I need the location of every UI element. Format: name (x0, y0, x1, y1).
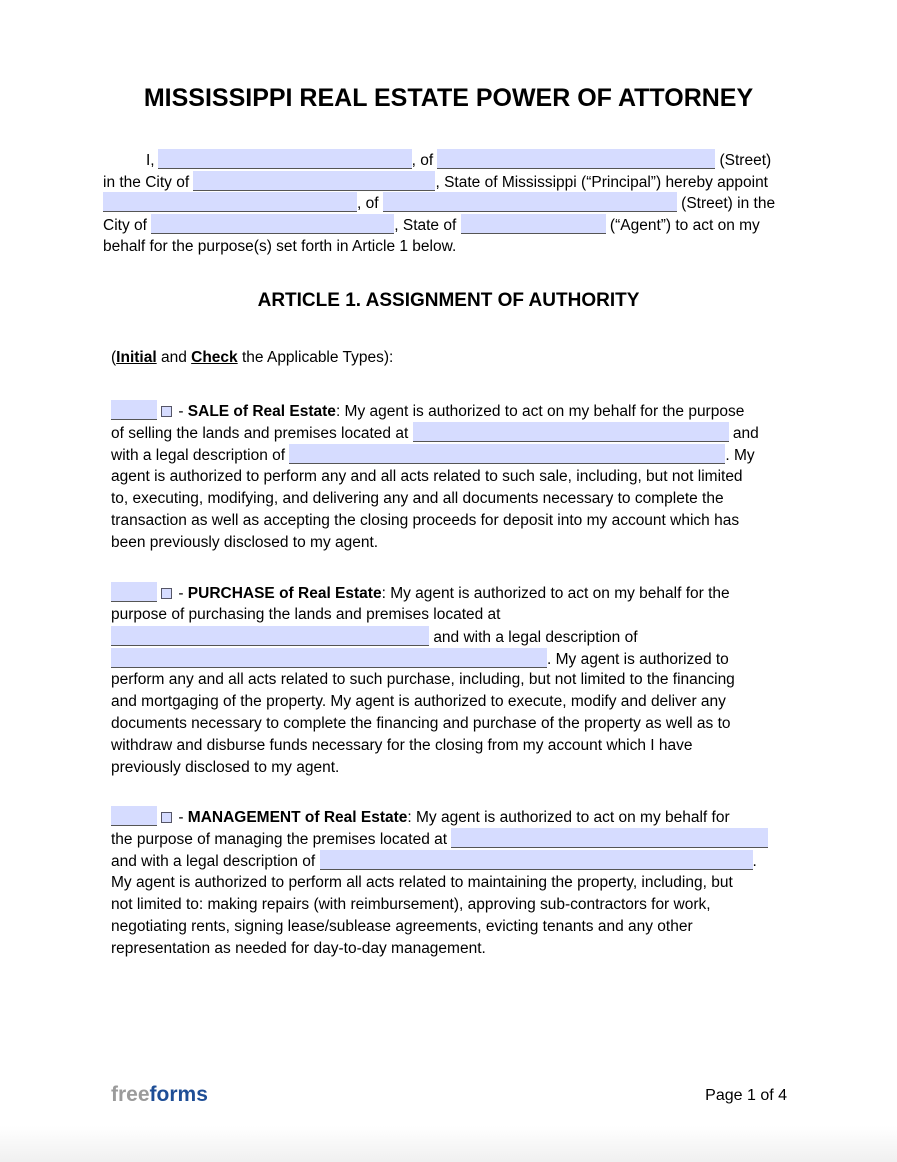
sale-line-6: transaction as well as accepting the closing proceeds for deposit into my account which has (111, 512, 740, 529)
sale-line-1 (111, 400, 744, 422)
agent-state-field[interactable] (461, 214, 606, 234)
management-initial-field[interactable] (111, 806, 157, 826)
purchase-heading: PURCHASE of Real Estate (187, 585, 382, 602)
intro-line-3 (103, 192, 775, 214)
purchase-line-9: previously disclosed to my agent. (111, 759, 340, 776)
management-text: and with a legal description of (111, 853, 316, 870)
sale-dash: - (178, 403, 188, 420)
purchase-initial-field[interactable] (111, 582, 157, 602)
management-checkbox[interactable] (161, 812, 172, 823)
purchase-line-4 (111, 648, 729, 670)
principal-city-field[interactable] (193, 171, 435, 191)
sale-line-7: been previously disclosed to my agent. (111, 534, 379, 551)
sale-legal-description-field[interactable] (289, 444, 725, 464)
instruction-text: and (156, 349, 192, 366)
purchase-line-8: withdraw and disburse funds necessary for the closing from my account which I have (111, 737, 693, 754)
sale-premises-field[interactable] (413, 422, 729, 442)
intro-text: City of (103, 217, 147, 234)
sale-text: and (732, 425, 759, 442)
sale-line-2 (111, 422, 759, 444)
principal-name-field[interactable] (158, 149, 412, 169)
intro-text: , State of (394, 217, 457, 234)
agent-street-field[interactable] (383, 192, 677, 212)
instruction-text: the Applicable Types): (237, 349, 394, 366)
sale-text: . My (725, 447, 755, 464)
management-premises-field[interactable] (451, 828, 768, 848)
management-text: : My agent is authorized to act on my behalf for (407, 809, 730, 826)
purchase-checkbox[interactable] (161, 588, 172, 599)
instruction-initial: Initial (116, 349, 157, 366)
instruction-line (111, 347, 393, 369)
purchase-line-5: perform any and all acts related to such purchase, including, but not limited to the financing (111, 671, 735, 688)
sale-heading: SALE of Real Estate (187, 403, 336, 420)
purchase-legal-description-field[interactable] (111, 648, 547, 668)
management-line-5: not limited to: making repairs (with reimbursement), approving sub-contractors for work, (111, 896, 711, 913)
purchase-line-6: and mortgaging of the property. My agent is authorized to execute, modify and deliver any (111, 693, 726, 710)
purchase-line-7: documents necessary to complete the financing and purchase of the property as well as to (111, 715, 731, 732)
management-legal-description-field[interactable] (320, 850, 753, 870)
purchase-line-1 (111, 582, 730, 604)
freeforms-logo (111, 1083, 208, 1107)
sale-line-5: to, executing, modifying, and delivering any and all documents necessary to complete the (111, 490, 724, 507)
intro-line-4 (103, 214, 760, 236)
management-line-6: negotiating rents, signing lease/sublease agreements, evicting tenants and any other (111, 918, 693, 935)
page-bottom-shade (0, 1126, 897, 1162)
intro-line-2 (103, 171, 768, 193)
document-title: MISSISSIPPI REAL ESTATE POWER OF ATTORNEY (143, 84, 754, 112)
logo-free-text: free (111, 1083, 150, 1106)
article-heading: ARTICLE 1. ASSIGNMENT OF AUTHORITY (257, 290, 640, 311)
page-number: Page 1 of 4 (705, 1087, 787, 1104)
sale-initial-field[interactable] (111, 400, 157, 420)
purchase-text: and with a legal description of (433, 629, 638, 646)
purchase-dash: - (178, 585, 188, 602)
agent-name-field[interactable] (103, 192, 357, 212)
intro-text: I, (146, 152, 155, 169)
intro-line-5: behalf for the purpose(s) set forth in Article 1 below. (103, 238, 457, 255)
purchase-premises-field[interactable] (111, 626, 429, 646)
purchase-line-3 (111, 626, 638, 648)
management-line-3 (111, 850, 757, 872)
purchase-text: . My agent is authorized to (547, 651, 729, 668)
intro-text: (Street) in the (681, 195, 776, 212)
management-line-1 (111, 806, 730, 828)
management-text: the purpose of managing the premises located at (111, 831, 448, 848)
purchase-line-2: purpose of purchasing the lands and premises located at (111, 606, 501, 623)
intro-line-1 (146, 149, 771, 171)
purchase-text: : My agent is authorized to act on my behalf for the (381, 585, 730, 602)
intro-text: in the City of (103, 174, 190, 191)
intro-text: , of (411, 152, 434, 169)
sale-line-4: agent is authorized to perform any and all acts related to such sale, including, but not limited (111, 468, 743, 485)
logo-forms-text: forms (149, 1083, 208, 1106)
instruction-text: ( (111, 349, 117, 366)
sale-text: with a legal description of (111, 447, 286, 464)
management-heading: MANAGEMENT of Real Estate (187, 809, 408, 826)
sale-text: of selling the lands and premises located at (111, 425, 409, 442)
intro-text: , of (357, 195, 379, 212)
management-line-4: My agent is authorized to perform all acts related to maintaining the property, including, but (111, 874, 733, 891)
sale-line-3 (111, 444, 755, 466)
instruction-check: Check (191, 349, 238, 366)
management-line-2 (111, 828, 768, 850)
management-text: . (752, 853, 757, 870)
sale-checkbox[interactable] (161, 406, 172, 417)
intro-text: (“Agent”) to act on my (609, 217, 760, 234)
principal-street-field[interactable] (437, 149, 715, 169)
sale-text: : My agent is authorized to act on my behalf for the purpose (335, 403, 745, 420)
management-dash: - (178, 809, 188, 826)
intro-text: , State of Mississippi (“Principal”) hereby appoint (435, 174, 768, 191)
agent-city-field[interactable] (151, 214, 394, 234)
intro-text: (Street) (719, 152, 772, 169)
management-line-7: representation as needed for day-to-day management. (111, 940, 486, 957)
